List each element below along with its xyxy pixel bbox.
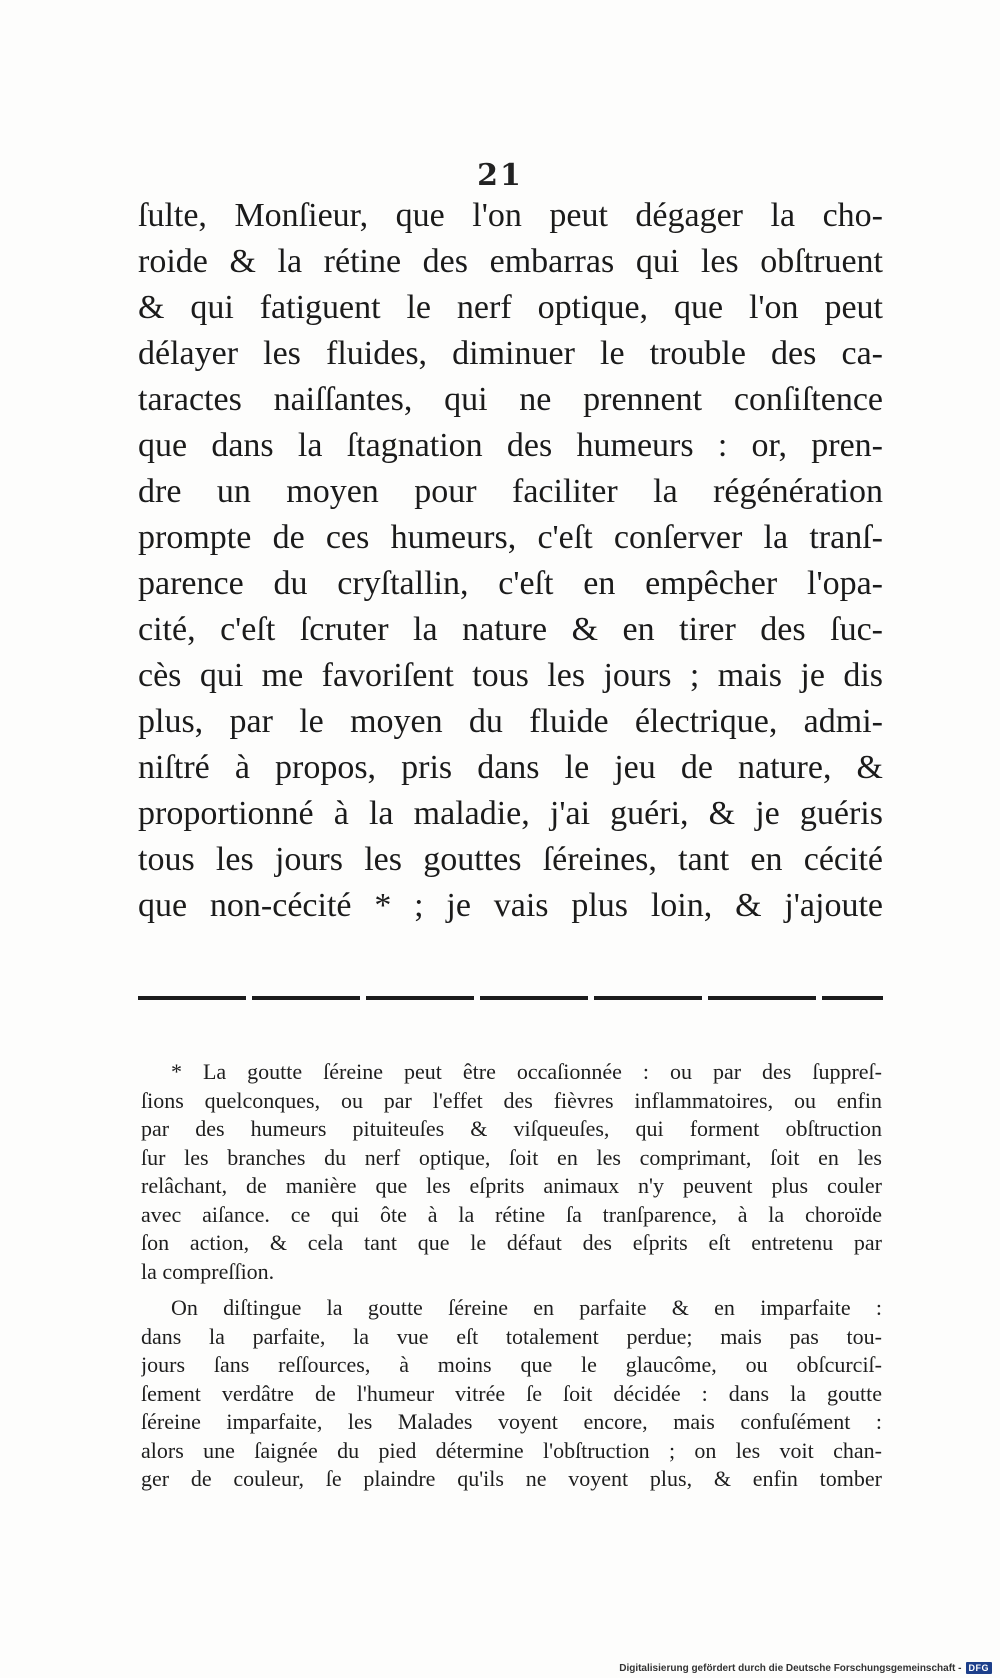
footnote-line: ſur les branches du nerf optique, ſoit en les comprimant, ſoit en les bbox=[141, 1144, 882, 1170]
footnote-line: * La goutte ſéreine peut être occaſionnée : ou par des ſuppreſ- bbox=[171, 1059, 882, 1084]
footnote-line: relâchant, de manière que les eſprits animaux n'y peuvent plus couler bbox=[141, 1173, 882, 1198]
text-line: tous les jours les gouttes ſéreines, tant en cécité bbox=[138, 841, 883, 878]
text-line: ſulte, Monſieur, que l'on peut dégager la cho- bbox=[138, 197, 883, 234]
text-line: & qui fatiguent le nerf optique, que l'on peut bbox=[138, 289, 883, 326]
text-line: que dans la ſtagnation des humeurs : or, pren- bbox=[138, 427, 883, 464]
footnote-line: ſions quelconques, ou par l'effet des fièvres inflammatoires, ou enfin bbox=[141, 1087, 882, 1113]
text-line: délayer les fluides, diminuer le trouble des ca- bbox=[138, 335, 883, 372]
footnote-line: ſon action, & cela tant que le défaut des eſprits eſt entretenu par bbox=[141, 1230, 882, 1255]
text-line: niſtré à propos, pris dans le jeu de nature, & bbox=[138, 749, 883, 786]
footnote-line: dans la parfaite, la vue eſt totalement perdue; mais pas tou- bbox=[141, 1323, 882, 1349]
footnote-separator-rule bbox=[138, 996, 883, 1000]
dfg-logo: DFG bbox=[966, 1662, 993, 1674]
page-number: 21 bbox=[477, 158, 523, 193]
text-line: roide & la rétine des embarras qui les obſtruent bbox=[138, 243, 883, 280]
text-line: que non-cécité * ; je vais plus loin, & j'ajoute bbox=[138, 887, 883, 924]
footnote-line: ſement verdâtre de l'humeur vitrée ſe ſoit décidée : dans la goutte bbox=[141, 1380, 882, 1406]
footnote-2 bbox=[141, 1294, 882, 1494]
footnote-line: On diſtingue la goutte ſéreine en parfaite & en imparfaite : bbox=[171, 1295, 882, 1320]
footnote-line: avec aiſance. ce qui ôte à la rétine ſa tranſparence, à la choroïde bbox=[141, 1201, 882, 1227]
digitization-credit bbox=[619, 1662, 992, 1674]
text-line: dre un moyen pour faciliter la régénération bbox=[138, 473, 883, 510]
footnote-line: ſéreine imparfaite, les Malades voyent encore, mais confuſément : bbox=[141, 1409, 882, 1434]
footnote-1 bbox=[141, 1058, 882, 1286]
text-line: taractes naiſſantes, qui ne prennent conſiſtence bbox=[138, 381, 883, 418]
footnote-line: par des humeurs pituiteuſes & viſqueuſes, qui forment obſtruction bbox=[141, 1116, 882, 1141]
text-line: prompte de ces humeurs, c'eſt conſerver la tranſ- bbox=[138, 519, 883, 556]
footnote-line: la compreſſion. bbox=[141, 1258, 275, 1284]
text-line: cité, c'eſt ſcruter la nature & en tirer des ſuc- bbox=[138, 611, 883, 648]
text-line: cès qui me favoriſent tous les jours ; mais je dis bbox=[138, 657, 883, 694]
text-line: proportionné à la maladie, j'ai guéri, & je guéris bbox=[138, 795, 883, 832]
text-line: plus, par le moyen du fluide électrique, admi- bbox=[138, 703, 883, 740]
text-line: parence du cryſtallin, c'eſt en empêcher l'opa- bbox=[138, 565, 883, 602]
footnote-line: jours ſans reſſources, à moins que le glaucôme, ou obſcurciſ- bbox=[141, 1352, 882, 1377]
credit-text: Digitalisierung gefördert durch die Deutsche Forschungsgemeinschaft - bbox=[619, 1662, 962, 1674]
main-text-block bbox=[138, 193, 883, 929]
footnote-line: ger de couleur, ſe plaindre qu'ils ne voyent plus, & enfin tomber bbox=[141, 1466, 882, 1491]
footnote-line: alors une ſaignée du pied détermine l'obſtruction ; on les voit chan- bbox=[141, 1437, 882, 1463]
